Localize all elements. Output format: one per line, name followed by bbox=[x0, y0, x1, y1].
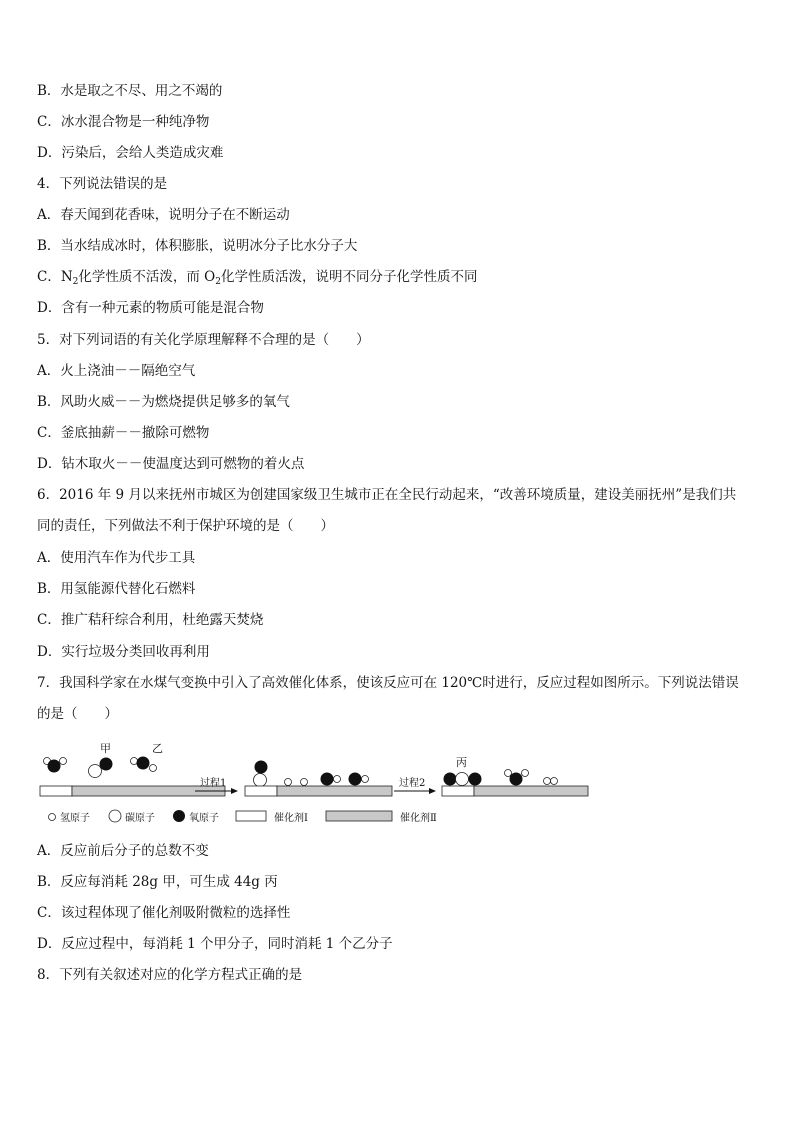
q6-option-c: C．推广秸秆综合利用，杜绝露天焚烧 bbox=[37, 612, 264, 628]
q5-stem: 5．对下列词语的有关化学原理解释不合理的是（ ） bbox=[37, 332, 370, 348]
label-bing: 丙 bbox=[456, 756, 467, 769]
oxygen-atom bbox=[255, 761, 268, 774]
carbon-atom bbox=[456, 773, 469, 786]
oxygen-atom bbox=[100, 758, 113, 771]
hydrogen-atom bbox=[150, 765, 157, 772]
q4-option-b: B．当水结成冰时，体积膨胀，说明冰分子比水分子大 bbox=[37, 238, 358, 254]
hydrogen-atom bbox=[334, 776, 341, 783]
q3-option-b: B．水是取之不尽、用之不竭的 bbox=[37, 83, 223, 99]
hydrogen-atom bbox=[131, 758, 138, 765]
oxygen-atom bbox=[48, 760, 61, 773]
catalyst-2-segment bbox=[474, 786, 588, 796]
legend-catalyst-2-label: 催化剂Ⅱ bbox=[400, 813, 437, 824]
q4-c-mid: 化学性质不活泼，而 O bbox=[78, 269, 216, 285]
q7-option-d: D．反应过程中，每消耗 1 个甲分子，同时消耗 1 个乙分子 bbox=[37, 936, 393, 952]
oxygen-atom bbox=[321, 773, 334, 786]
carbon-atom bbox=[254, 774, 267, 787]
process-1-label: 过程1 bbox=[200, 778, 227, 789]
oxygen-atom bbox=[444, 773, 457, 786]
catalyst-2-segment bbox=[277, 786, 392, 796]
q4-c-post: 化学性质活泼，说明不同分子化学性质不同 bbox=[220, 269, 478, 285]
q3-option-d: D．污染后，会给人类造成灾难 bbox=[37, 145, 224, 161]
q7-option-b: B．反应每消耗 28g 甲，可生成 44g 丙 bbox=[37, 874, 278, 890]
q7-stem-line2: 的是（ ） bbox=[37, 706, 118, 722]
hydrogen-atom bbox=[285, 779, 292, 786]
q5-option-a: A．火上浇油－－隔绝空气 bbox=[37, 363, 196, 379]
q6-stem-line2: 同的责任，下列做法不利于保护环境的是（ ） bbox=[37, 518, 334, 534]
q7-option-a: A．反应前后分子的总数不变 bbox=[37, 843, 209, 859]
q5-option-b: B．风助火威－－为燃烧提供足够多的氧气 bbox=[37, 394, 290, 410]
legend-carbon-label: 碳原子 bbox=[125, 813, 155, 824]
q4-option-d: D．含有一种元素的物质可能是混合物 bbox=[37, 300, 264, 316]
legend-catalyst-1-icon bbox=[236, 811, 266, 821]
q6-option-a: A．使用汽车作为代步工具 bbox=[37, 550, 196, 566]
hydrogen-atom bbox=[301, 779, 308, 786]
q4-c-sub1: 2 bbox=[72, 277, 79, 287]
catalyst-1-segment bbox=[442, 786, 474, 796]
hydrogen-atom bbox=[544, 778, 551, 785]
hydrogen-atom bbox=[551, 778, 558, 785]
q7-stem-line1: 7．我国科学家在水煤气变换中引入了高效催化体系，使该反应可在 120℃时进行，反应过程如图所示。下列说法错误 bbox=[37, 675, 739, 691]
q3-option-c: C．冰水混合物是一种纯净物 bbox=[37, 114, 210, 130]
hydrogen-atom bbox=[522, 770, 529, 777]
process-2-arrowhead bbox=[429, 788, 436, 794]
q5-option-d: D．钻木取火－－使温度达到可燃物的着火点 bbox=[37, 456, 305, 472]
q6-option-d: D．实行垃圾分类回收再利用 bbox=[37, 644, 210, 660]
process-2-label: 过程2 bbox=[399, 778, 426, 789]
hydrogen-atom bbox=[505, 770, 512, 777]
q7-option-c: C．该过程体现了催化剂吸附微粒的选择性 bbox=[37, 905, 291, 921]
hydrogen-atom bbox=[60, 758, 67, 765]
legend-carbon-icon bbox=[109, 810, 121, 822]
q4-stem: 4．下列说法错误的是 bbox=[37, 176, 168, 192]
carbon-atom bbox=[89, 765, 102, 778]
q6-stem-line1: 6．2016 年 9 月以来抚州市城区为创建国家级卫生城市正在全民行动起来，“改善环境质量，建设美丽抚州”是我们共 bbox=[37, 487, 737, 503]
q4-c-sub2: 2 bbox=[215, 277, 221, 287]
q4-c-pre: C．N bbox=[37, 269, 73, 285]
legend-hydrogen-label: 氢原子 bbox=[60, 813, 90, 824]
label-jia: 甲 bbox=[100, 742, 111, 755]
catalyst-1-segment bbox=[40, 786, 72, 796]
hydrogen-atom bbox=[362, 776, 369, 783]
oxygen-atom bbox=[469, 773, 482, 786]
oxygen-atom bbox=[349, 773, 362, 786]
q8-stem: 8．下列有关叙述对应的化学方程式正确的是 bbox=[37, 967, 303, 983]
catalyst-1-segment bbox=[245, 786, 277, 796]
q5-option-c: C．釜底抽薪－－撤除可燃物 bbox=[37, 425, 210, 441]
q6-option-b: B．用氢能源代替化石燃料 bbox=[37, 581, 196, 597]
label-yi: 乙 bbox=[152, 742, 163, 755]
legend-catalyst-1-label: 催化剂Ⅰ bbox=[274, 813, 308, 824]
process-1-arrowhead bbox=[231, 788, 238, 794]
legend-catalyst-2-icon bbox=[326, 811, 392, 821]
legend-hydrogen-icon bbox=[49, 814, 56, 821]
legend-oxygen-label: 氧原子 bbox=[189, 813, 219, 824]
legend-oxygen-icon bbox=[173, 810, 185, 822]
q4-option-c bbox=[37, 268, 477, 286]
oxygen-atom bbox=[137, 757, 150, 770]
reaction-process-diagram bbox=[38, 738, 598, 830]
oxygen-atom bbox=[510, 773, 523, 786]
q4-option-a: A．春天闻到花香味，说明分子在不断运动 bbox=[37, 207, 290, 223]
